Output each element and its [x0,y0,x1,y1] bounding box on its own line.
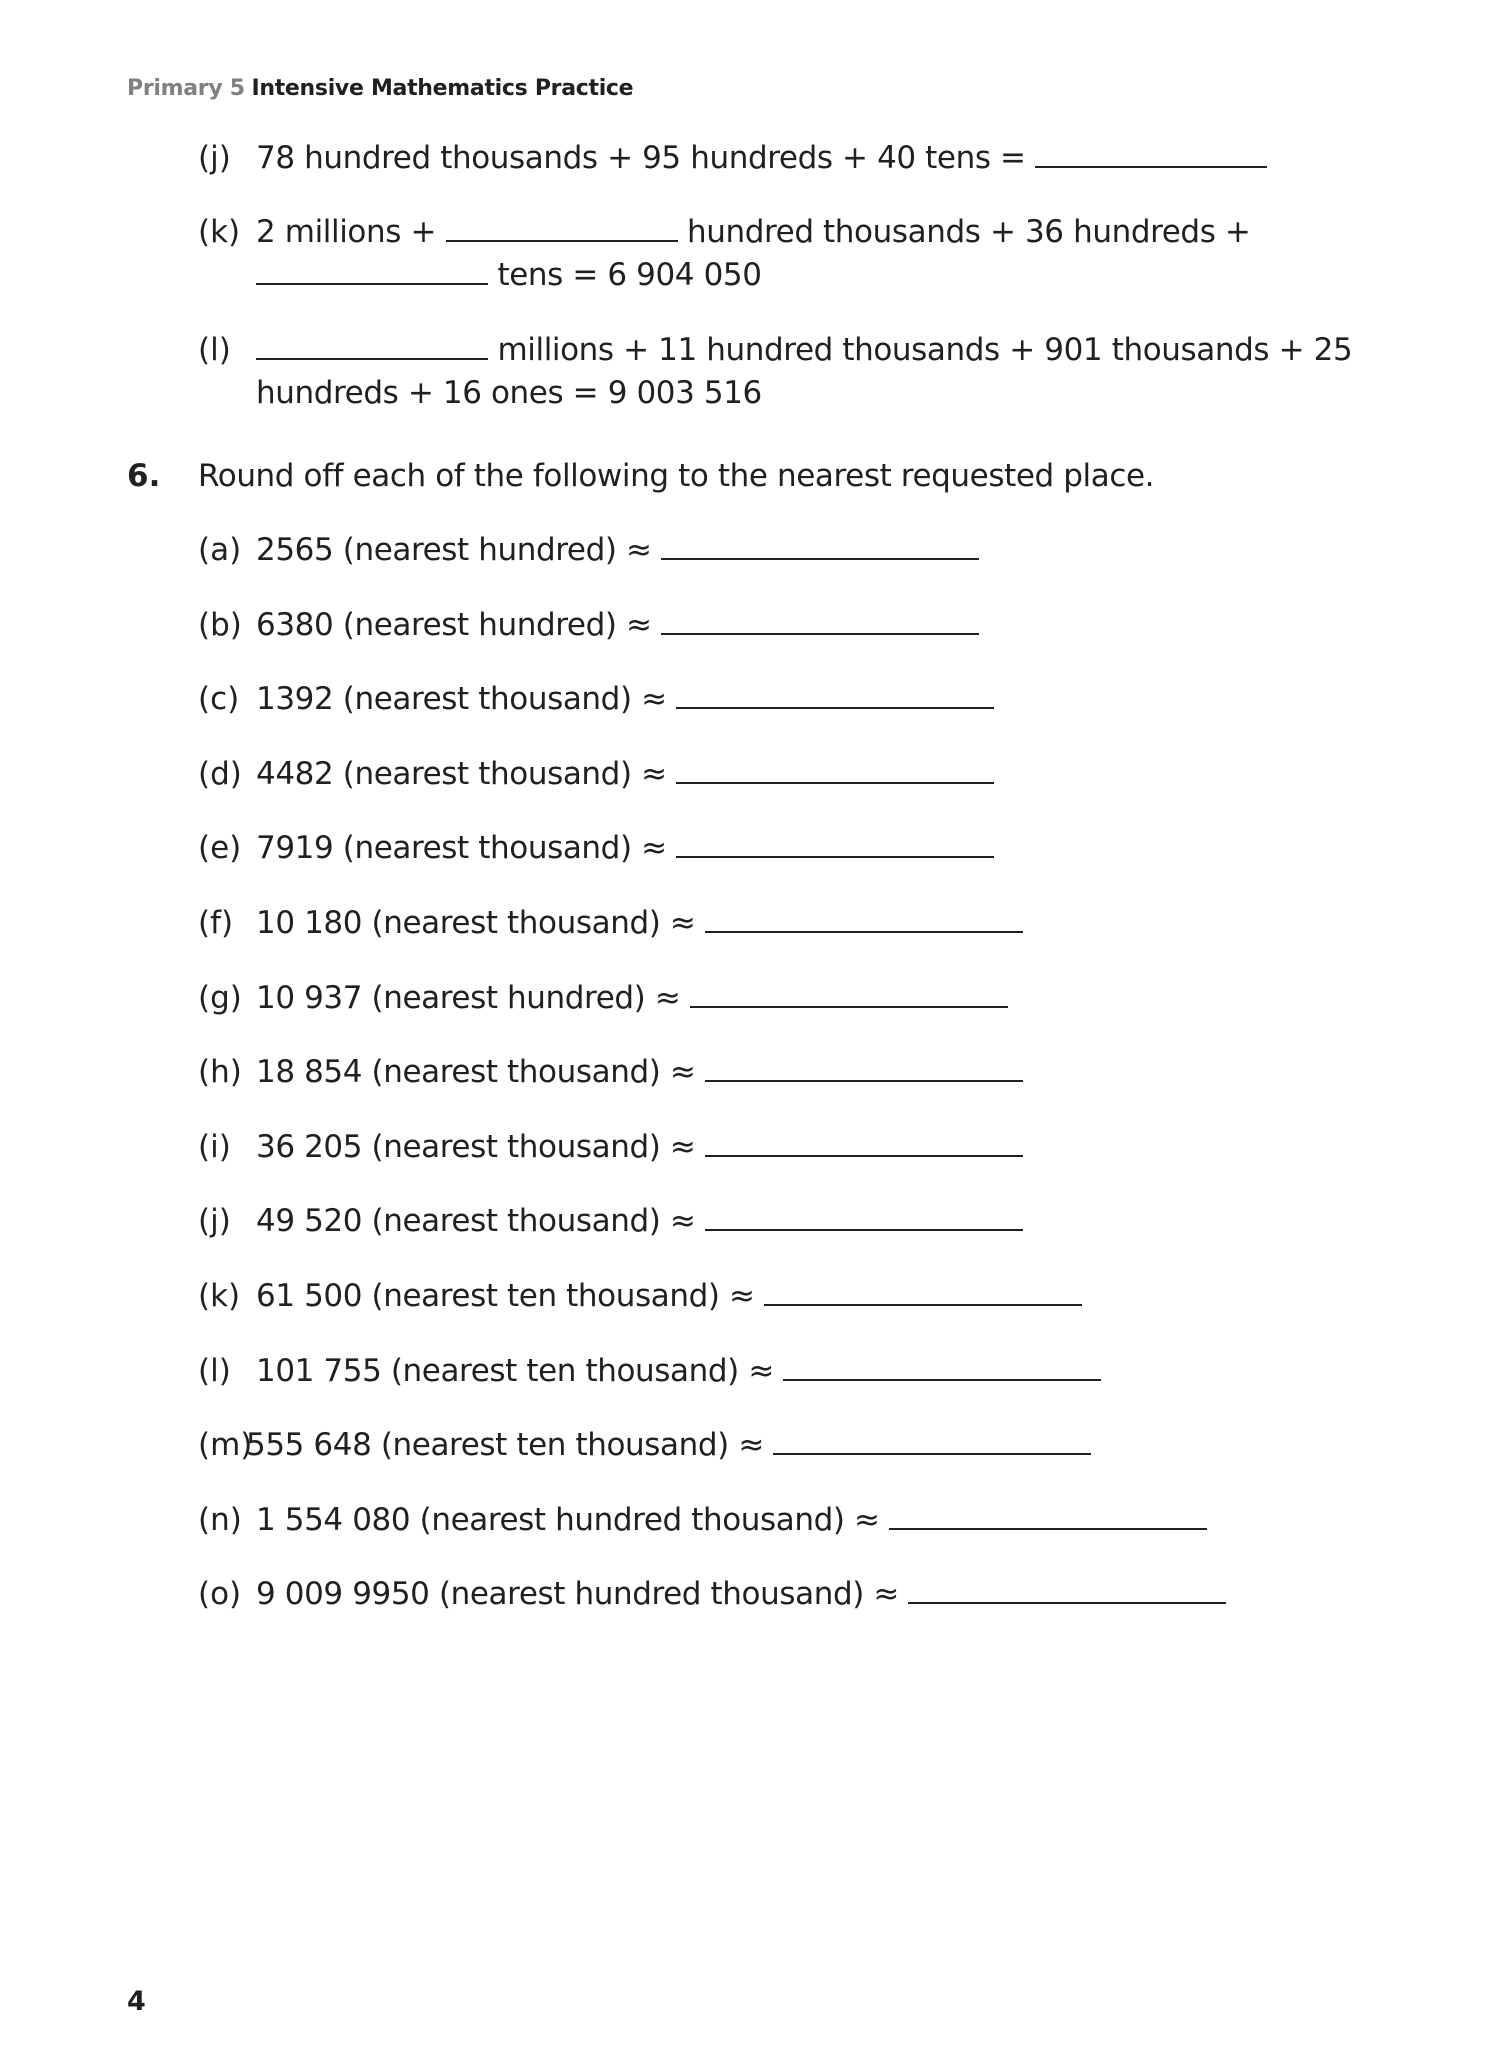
answer-blank[interactable] [705,1205,1023,1231]
answer-blank[interactable] [1035,142,1267,168]
q6-item-text: 555 648 (nearest ten thousand) ≈ [246,1427,764,1463]
q5l-line2 [256,373,762,413]
q6-item-label: (b) [198,607,242,643]
q6-item-label: (k) [198,1278,241,1314]
q5j-line [256,138,1267,178]
q6-item-label: (o) [198,1576,242,1612]
answer-blank[interactable] [764,1280,1082,1306]
q6-item-label: (f) [198,905,234,941]
q5k-part3: tens = 6 904 050 [497,257,762,293]
q5k-part1: 2 millions + [256,214,437,250]
answer-blank[interactable] [889,1504,1207,1530]
q6-item-line [256,903,1023,943]
q6-item-label: (h) [198,1054,242,1090]
answer-blank[interactable] [773,1429,1091,1455]
answer-blank[interactable] [661,609,979,635]
q6-item-text: 101 755 (nearest ten thousand) ≈ [256,1353,774,1389]
q5k-line1 [256,212,1251,252]
q5l-line1 [256,330,1352,370]
q6-item-label: (l) [198,1353,231,1389]
q6-item-text: 61 500 (nearest ten thousand) ≈ [256,1278,755,1314]
q6-item-text: 10 180 (nearest thousand) ≈ [256,905,696,941]
q6-item-line [256,1500,1207,1540]
q6-item-text: 10 937 (nearest hundred) ≈ [256,980,681,1016]
q6-item-text: 2565 (nearest hundred) ≈ [256,532,652,568]
q5l-label: (l) [198,332,231,368]
q6-item-line [256,1574,1226,1614]
q5l-part1: millions + 11 hundred thousands + 901 thousands + 25 [497,332,1353,368]
q6-item-line [256,828,994,868]
answer-blank[interactable] [256,259,488,285]
q6-item-line [246,1425,1091,1465]
q6-item-label: (m) [198,1427,253,1463]
q6-item-line [256,1201,1023,1241]
q6-item-line [256,1127,1023,1167]
q6-item-line [256,1052,1023,1092]
answer-blank[interactable] [783,1355,1101,1381]
q5j-text: 78 hundred thousands + 95 hundreds + 40 tens = [256,140,1026,176]
q6-item-text: 18 854 (nearest thousand) ≈ [256,1054,696,1090]
q6-item-line [256,530,979,570]
q6-item-line [256,754,994,794]
q6-item-label: (a) [198,532,242,568]
answer-blank[interactable] [676,758,994,784]
q6-item-line [256,605,979,645]
q6-item-line [256,1276,1082,1316]
q6-item-text: 36 205 (nearest thousand) ≈ [256,1129,696,1165]
answer-blank[interactable] [908,1578,1226,1604]
header-book-title: Intensive Mathematics Practice [251,76,634,101]
q6-item-line [256,978,1008,1018]
q5k-part2: hundred thousands + 36 hundreds + [686,214,1251,250]
answer-blank[interactable] [446,216,678,242]
q5k-line2 [256,255,762,295]
q5l-part2: hundreds + 16 ones = 9 003 516 [256,375,762,411]
q6-item-line [256,679,994,719]
q6-item-text: 6380 (nearest hundred) ≈ [256,607,652,643]
q5j-label: (j) [198,140,231,176]
q6-item-text: 7919 (nearest thousand) ≈ [256,830,667,866]
q6-instruction: Round off each of the following to the nearest requested place. [198,458,1155,494]
q6-item-label: (e) [198,830,242,866]
question-number: 6. [127,458,161,494]
answer-blank[interactable] [705,1131,1023,1157]
q6-item-label: (d) [198,756,242,792]
q6-item-text: 9 009 9950 (nearest hundred thousand) ≈ [256,1576,899,1612]
header-grade: Primary 5 [127,76,245,101]
answer-blank[interactable] [256,334,488,360]
q6-item-text: 4482 (nearest thousand) ≈ [256,756,667,792]
q6-item-label: (i) [198,1129,231,1165]
answer-blank[interactable] [676,683,994,709]
q6-item-label: (c) [198,681,240,717]
answer-blank[interactable] [705,907,1023,933]
answer-blank[interactable] [676,832,994,858]
q6-item-text: 1 554 080 (nearest hundred thousand) ≈ [256,1502,880,1538]
q6-item-label: (j) [198,1203,231,1239]
q6-item-label: (n) [198,1502,242,1538]
q5k-label: (k) [198,214,241,250]
page-number: 4 [127,1986,146,2017]
q6-item-line [256,1351,1101,1391]
running-header [127,76,633,101]
answer-blank[interactable] [661,534,979,560]
q6-item-text: 1392 (nearest thousand) ≈ [256,681,667,717]
q6-item-label: (g) [198,980,242,1016]
answer-blank[interactable] [690,982,1008,1008]
answer-blank[interactable] [705,1056,1023,1082]
q6-item-text: 49 520 (nearest thousand) ≈ [256,1203,696,1239]
